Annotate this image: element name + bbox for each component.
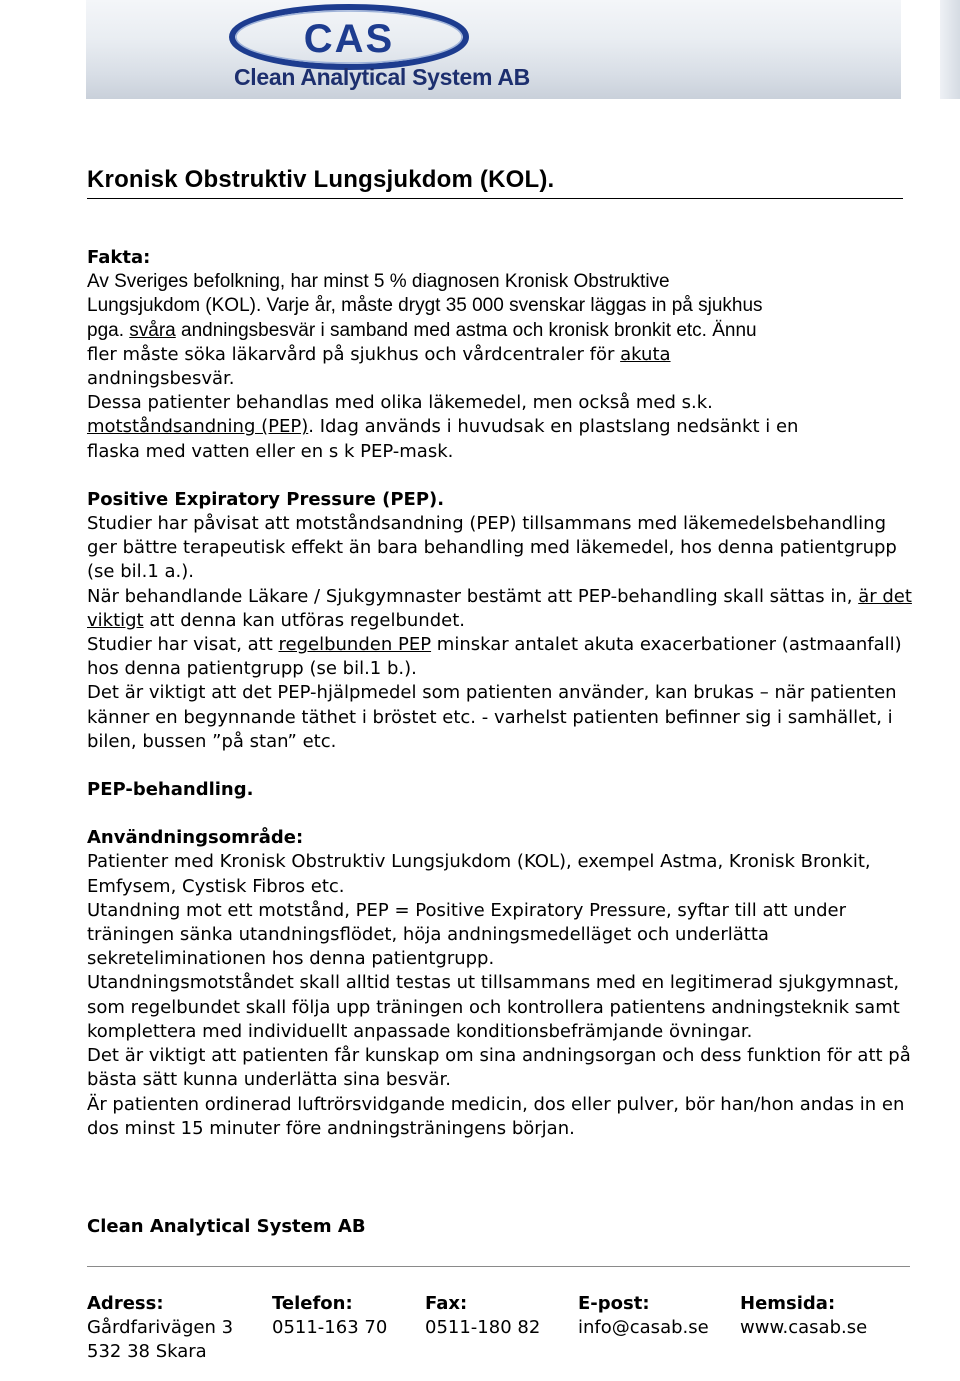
logo-text: CAS [303,17,395,61]
facts-line-7: motståndsandning (PEP). Idag används i huvudsak en plastslang nedsänkt i en [87,416,799,438]
email-link[interactable]: info@casab.se [578,1317,709,1338]
contact-label: Hemsida: [740,1293,836,1314]
pep-paragraph-3: Studier har visat, att regelbunden PEP minskar antalet akuta exacerbationer (astmaanfall) hos denna patientgrupp (se bil.1 b.). [87,634,902,680]
facts-line-8: flaska med vatten eller en s k PEP-mask. [87,440,454,462]
header-banner [86,0,901,99]
treatment-paragraph-3: Utandningsmotståndet skall alltid testas ut tillsammans med en legitimerad sjukgymnast, som regelbundet skall följa upp träningen och kontrollera patientens andningsteknik samt komplettera med individuellt anpassade konditionsbefrämjande övningar. [87,972,900,1042]
pep-heading: Positive Expiratory Pressure (PEP). [87,488,445,510]
facts-line-3: pga. svåra andningsbesvär i samband med astma och kronisk bronkit etc. Ännu [87,319,757,341]
contact-label: Adress: [87,1293,164,1314]
contact-phone [272,1292,387,1340]
facts-line-1: Av Sveriges befolkning, har minst 5 % diagnosen Kronisk Obstruktive [87,271,670,293]
document-body [87,246,917,1141]
pep-paragraph-2: När behandlande Läkare / Sjukgymnaster bestämt att PEP-behandling skall sättas in, är det viktigt att denna kan utföras regelbundet. [87,585,912,631]
facts-heading: Fakta: [87,247,151,268]
contact-label: E-post: [578,1293,650,1314]
underlined-text: svåra [129,319,176,341]
underlined-text: är det [858,585,912,607]
treatment-heading: PEP-behandling. [87,779,254,801]
contact-value: Gårdfarivägen 3 [87,1317,234,1338]
facts-line-5: andningsbesvär. [87,368,235,390]
page-title: Kronisk Obstruktiv Lungsjukdom (KOL). [87,166,555,193]
contact-address [87,1292,233,1364]
facts-line-6: Dessa patienter behandlas med olika läkemedel, men också med s.k. [87,392,713,414]
title-divider [87,198,903,199]
treatment-paragraph-1: Patienter med Kronisk Obstruktiv Lungsjukdom (KOL), exempel Astma, Kronisk Bronkit, Emfysem, Cystisk Fibros etc. [87,851,871,897]
facts-line-2: Lungsjukdom (KOL). Varje år, måste drygt 35 000 svenskar läggas in på sjukhus [87,295,763,317]
contact-label: Telefon: [272,1293,353,1314]
header-company-name: Clean Analytical System AB [234,64,530,90]
contact-website [740,1292,867,1340]
treatment-paragraph-5: Är patienten ordinerad luftrörsvidgande medicin, dos eller pulver, bör han/hon andas in en dos minst 15 minuter före andningsträningens början. [87,1093,905,1139]
contact-value: 0511-163 70 [272,1317,388,1338]
usage-area-heading: Användningsområde: [87,827,304,849]
underlined-text: akuta [620,343,671,365]
facts-section [87,270,917,343]
pep-paragraph-1: Studier har påvisat att motståndsandning (PEP) tillsammans med läkemedelsbehandling ger bättre terapeutisk effekt än bara behandling med läkemedel, hos denna patientgrupp (se bil.1 a.). [87,513,897,583]
contact-value: 0511-180 82 [425,1317,541,1338]
website-link[interactable]: www.casab.se [740,1317,868,1338]
treatment-paragraph-2: Utandning mot ett motstånd, PEP = Positive Expiratory Pressure, syftar till att under träningen sänka utandningsflödet, höja andningsmedelläget och underlätta sekreteliminationen hos denna patientgrupp. [87,899,847,970]
footer-company-name: Clean Analytical System AB [87,1216,366,1237]
treatment-paragraph-4: Det är viktigt att patienten får kunskap om sina andningsorgan och dess funktion för att på bästa sätt kunna underlätta sina besvär. [87,1045,911,1091]
pep-paragraph-4: Det är viktigt att det PEP-hjälpmedel som patienten använder, kan brukas – när patienten känner en begynnande täthet i bröstet etc. - varhelst patienten befinner sig i samhället, i bilen, bussen ”på stan” etc. [87,682,897,752]
contact-email [578,1292,709,1340]
contact-label: Fax: [425,1293,468,1314]
facts-line-4: fler måste söka läkarvård på sjukhus och vårdcentraler för akuta [87,343,671,365]
underlined-text: regelbunden PEP [278,634,432,656]
footer-divider [87,1266,910,1267]
edge-decoration [940,0,960,99]
contact-fax [425,1292,540,1340]
underlined-text: motståndsandning (PEP) [87,416,309,438]
underlined-text: viktigt [87,609,144,631]
contact-value: 532 38 Skara [87,1341,207,1362]
